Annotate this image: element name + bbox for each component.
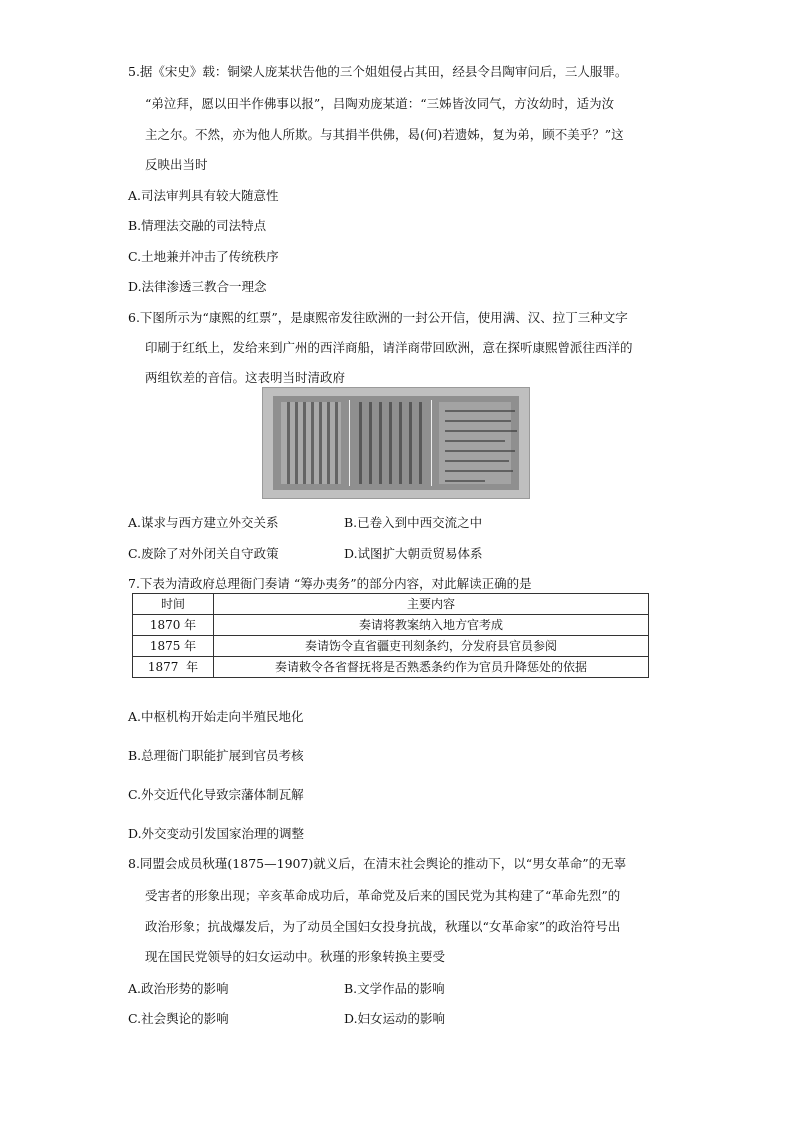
q5-option-d[interactable]: D.法律渗透三教合一理念 bbox=[128, 279, 267, 294]
q5-stem-line-2: “弟泣拜，愿以田半作佛事以报”，吕陶劝庞某道：“三姊皆汝同气，方汝幼时，适为汝 bbox=[145, 96, 615, 111]
q6-stem-line-2: 印刷于红纸上，发给来到广州的西洋商船，请洋商带回欧洲，意在探听康熙曾派往西洋的 bbox=[145, 340, 633, 355]
table-cell-time: 1875 年 bbox=[133, 636, 214, 657]
q6-option-c[interactable]: C.废除了对外闭关自守政策 bbox=[128, 546, 279, 561]
q6-option-d[interactable]: D.试图扩大朝贡贸易体系 bbox=[344, 546, 483, 561]
q8-stem-line-1: 8.同盟会成员秋瑾(1875—1907)就义后，在清末社会舆论的推动下，以“男女革命”的无辜 bbox=[128, 856, 627, 871]
q7-option-b[interactable]: B.总理衙门职能扩展到官员考核 bbox=[128, 748, 304, 763]
q5-option-c[interactable]: C.土地兼并冲击了传统秩序 bbox=[128, 249, 279, 264]
table-cell-content: 奏请将教案纳入地方官考成 bbox=[214, 615, 649, 636]
table-cell-time: 1870 年 bbox=[133, 615, 214, 636]
q6-stem-line-1: 6.下图所示为“康熙的红票”，是康熙帝发往欧洲的一封公开信，使用满、汉、拉丁三种文字 bbox=[128, 310, 628, 325]
q7-stem: 7.下表为清政府总理衙门奏请 “筹办夷务”的部分内容，对此解读正确的是 bbox=[128, 576, 532, 591]
q6-option-b[interactable]: B.已卷入到中西交流之中 bbox=[344, 515, 483, 530]
table-cell-content: 奏请饬令直省疆吏刊刻条约，分发府县官员参阅 bbox=[214, 636, 649, 657]
q6-stem-line-3: 两组钦差的音信。这表明当时清政府 bbox=[145, 370, 346, 385]
q5-stem-line-1: 5.据《宋史》载：铜梁人庞某状告他的三个姐姐侵占其田，经县令吕陶审问后，三人服罪。 bbox=[128, 64, 628, 79]
q5-stem-line-4: 反映出当时 bbox=[145, 157, 208, 172]
table-cell-time: 1877 年 bbox=[133, 657, 214, 678]
q8-stem-line-2: 受害者的形象出现；辛亥革命成功后，革命党及后来的国民党为其构建了“革命先烈”的 bbox=[145, 888, 621, 903]
q8-option-b[interactable]: B.文学作品的影响 bbox=[344, 981, 445, 996]
q7-option-c[interactable]: C.外交近代化导致宗藩体制瓦解 bbox=[128, 787, 304, 802]
q7-option-a[interactable]: A.中枢机构开始走向半殖民地化 bbox=[128, 709, 304, 724]
table-header-content: 主要内容 bbox=[214, 594, 649, 615]
q8-option-c[interactable]: C.社会舆论的影响 bbox=[128, 1011, 229, 1026]
table-row bbox=[133, 657, 649, 678]
q8-stem-line-4: 现在国民党领导的妇女运动中。秋瑾的形象转换主要受 bbox=[145, 949, 446, 964]
q8-stem-line-3: 政治形象；抗战爆发后，为了动员全国妇女投身抗战，秋瑾以“女革命家”的政治符号出 bbox=[145, 919, 621, 934]
q5-option-a[interactable]: A.司法审判具有较大随意性 bbox=[128, 188, 279, 203]
q7-table bbox=[132, 593, 649, 678]
table-row bbox=[133, 636, 649, 657]
table-header-row bbox=[133, 594, 649, 615]
q7-option-d[interactable]: D.外交变动引发国家治理的调整 bbox=[128, 826, 305, 841]
q8-option-a[interactable]: A.政治形势的影响 bbox=[128, 981, 229, 996]
kangxi-red-ticket-image bbox=[262, 387, 530, 499]
q6-option-a[interactable]: A.谋求与西方建立外交关系 bbox=[128, 515, 279, 530]
table-cell-content: 奏请敕令各省督抚将是否熟悉条约作为官员升降惩处的依据 bbox=[214, 657, 649, 678]
table-row bbox=[133, 615, 649, 636]
q5-option-b[interactable]: B.情理法交融的司法特点 bbox=[128, 218, 267, 233]
q8-option-d[interactable]: D.妇女运动的影响 bbox=[344, 1011, 446, 1026]
q5-stem-line-3: 主之尔。不然，亦为他人所欺。与其捐半供佛，曷(何)若遗姊，复为弟，顾不美乎？”这 bbox=[145, 127, 624, 142]
table-header-time: 时间 bbox=[133, 594, 214, 615]
